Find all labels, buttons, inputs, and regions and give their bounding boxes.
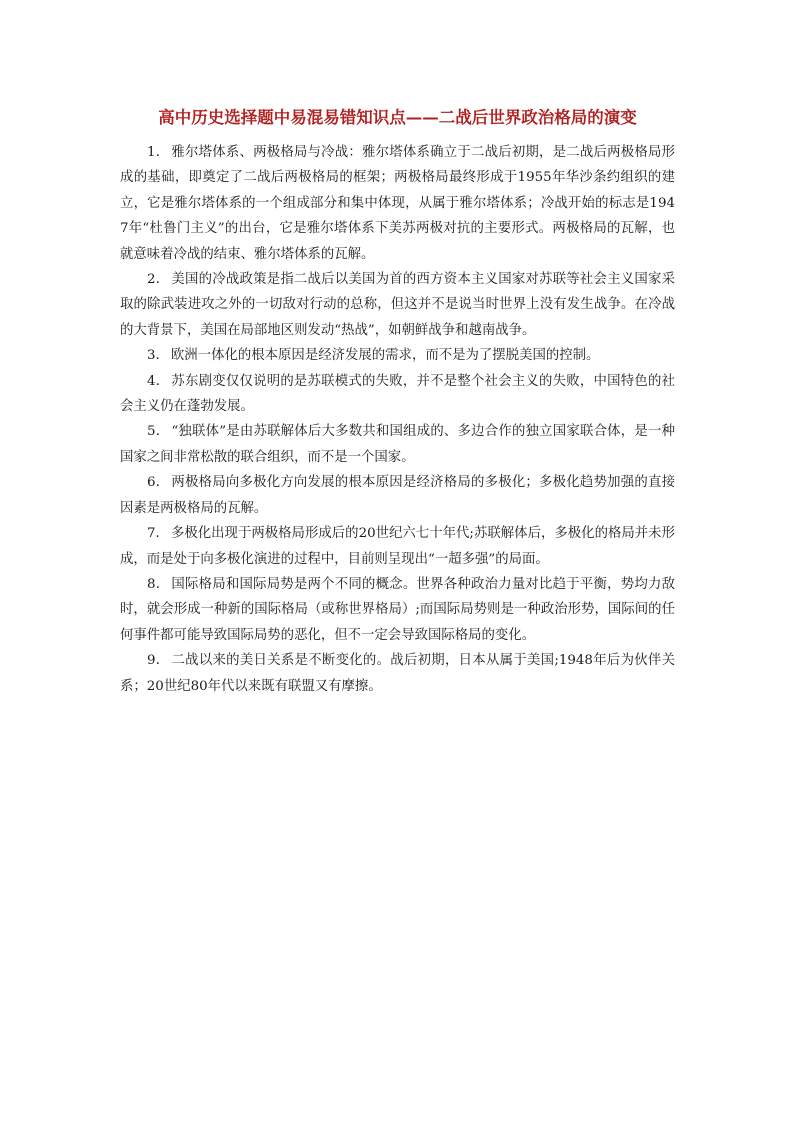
item-number: 7．	[147, 526, 169, 542]
item-text: 美国的冷战政策是指二战后以美国为首的西方资本主义国家对苏联等社会主义国家采取的除武装进攻之外的一切敌对行动的总称，但这并不是说当时世界上没有发生战争。在冷战的大背景下，美国在局部地区则发动“热战”，如朝鲜战争和越南战争。	[120, 272, 675, 338]
list-item	[120, 572, 675, 648]
list-item	[120, 267, 675, 343]
item-number: 6．	[147, 475, 170, 491]
item-text: 两极格局向多极化方向发展的根本原因是经济格局的多极化；多极化趋势加强的直接因素是两极格局的瓦解。	[120, 475, 675, 516]
list-item	[120, 648, 675, 699]
item-text: 苏东剧变仅仅说明的是苏联模式的失败，并不是整个社会主义的失败，中国特色的社会主义仍在蓬勃发展。	[120, 373, 675, 415]
item-number: 8．	[147, 576, 170, 592]
list-item	[120, 470, 675, 521]
item-number: 9．	[147, 653, 170, 669]
list-item	[120, 369, 675, 420]
item-text: 国际格局和国际局势是两个不同的概念。世界各种政治力量对比趋于平衡，势均力敌时，就会形成一种新的国际格局（或称世界格局）;而国际局势则是一种政治形势，国际间的任何事件都可能导致国际局势的恶化，但不一定会导致国际格局的变化。	[120, 576, 675, 643]
item-text: 欧洲一体化的根本原因是经济发展的需求，而不是为了摆脱美国的控制。	[170, 348, 600, 364]
item-text: 二战以来的美日关系是不断变化的。战后初期，日本从属于美国;1948年后为伙伴关系；20世纪80年代以来既有联盟又有摩擦。	[120, 653, 675, 694]
item-text: “独联体”是由苏联解体后大多数共和国组成的、多边合作的独立国家联合体，是一种国家之间非常松散的联合组织，而不是一个国家。	[120, 424, 675, 465]
list-item	[120, 140, 675, 267]
list-item	[120, 521, 675, 572]
list-item	[120, 343, 675, 368]
document-page	[120, 104, 675, 699]
list-item	[120, 419, 675, 470]
item-number: 2．	[147, 272, 170, 288]
item-number: 1．	[147, 145, 170, 160]
item-number: 4．	[147, 373, 170, 389]
item-text: 多极化出现于两极格局形成后的20世纪六七十年代;苏联解体后，多极化的格局并未形成，而是处于向多极化演进的过程中，目前则呈现出“一超多强”的局面。	[120, 526, 675, 567]
item-number: 5．	[147, 424, 170, 440]
item-text: 雅尔塔体系、两极格局与冷战：雅尔塔体系确立于二战后初期，是二战后两极格局形成的基础，即奠定了二战后两极格局的框架；两极格局最终形成于1955年华沙条约组织的建立，它是雅尔塔体系的一个组成部分和集中体现，从属于雅尔塔体系；冷战开始的标志是1947年“杜鲁门主义”的出台，它是雅尔塔体系下美苏两极对抗的主要形式。两极格局的瓦解，也就意味着冷战的结束、雅尔塔体系的瓦解。	[120, 145, 675, 262]
item-number: 3．	[147, 348, 169, 364]
document-title: 高中历史选择题中易混易错知识点——二战后世界政治格局的演变	[158, 108, 637, 127]
